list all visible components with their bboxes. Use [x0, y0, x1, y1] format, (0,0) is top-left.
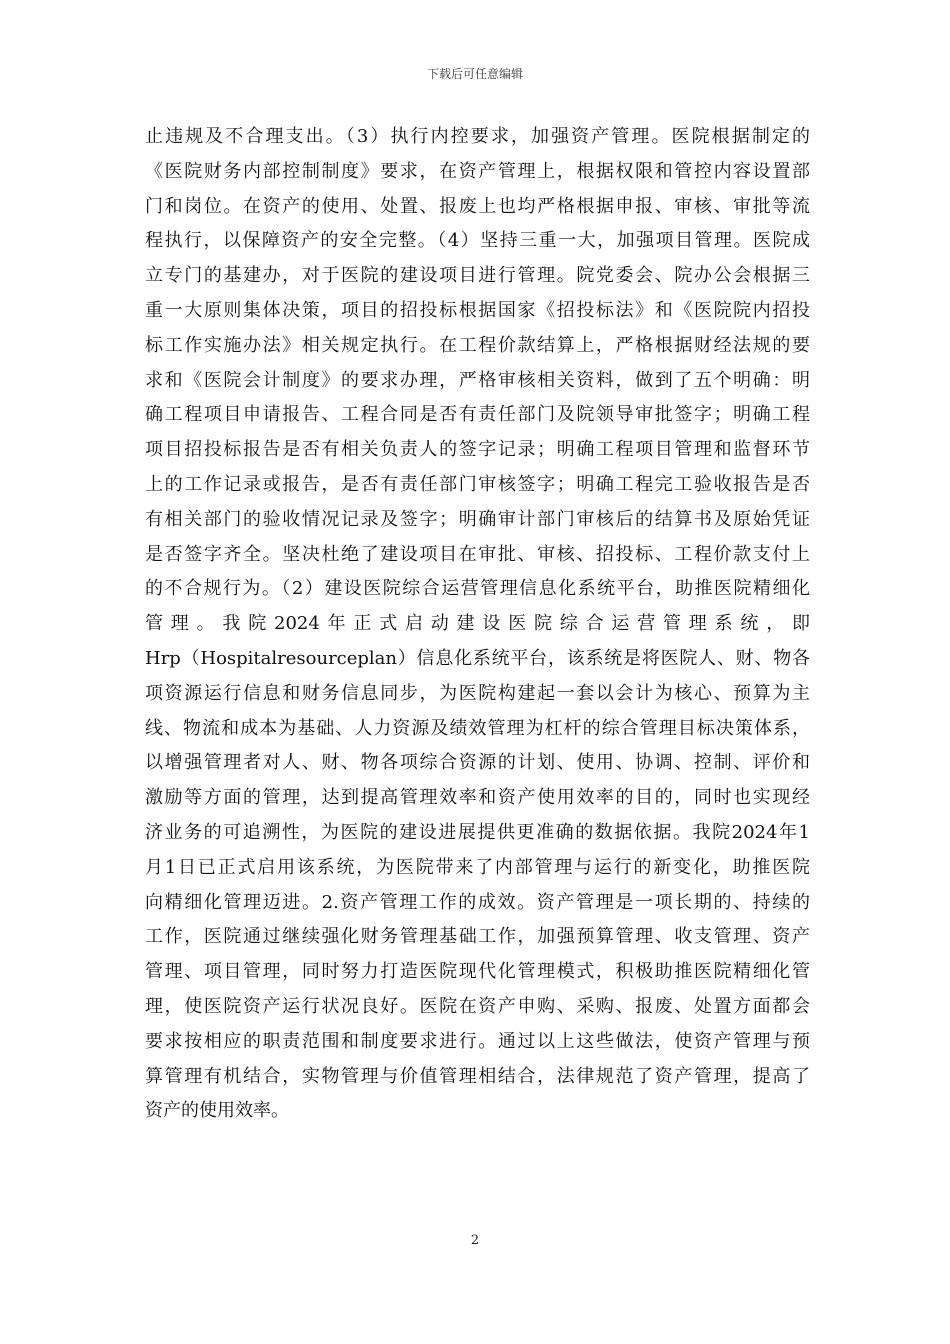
- paragraph-line: 的不合规行为。（2）建设医院综合运营管理信息化系统平台，助推医院精细化: [145, 578, 810, 600]
- paragraph-line: 门和岗位。在资产的使用、处置、报废上也均严格根据申报、审核、审批等流: [145, 195, 810, 217]
- paragraph-line: 项目招投标报告是否有相关负责人的签字记录；明确工程项目管理和监督环节: [145, 439, 810, 461]
- paragraph-line: 确工程项目申请报告、工程合同是否有责任部门及院领导审批签字；明确工程: [145, 404, 810, 426]
- paragraph-line: 激励等方面的管理，达到提高管理效率和资产使用效率的目的，同时也实现经: [145, 787, 810, 809]
- paragraph-line: 月1日已正式启用该系统，为医院带来了内部管理与运行的新变化，助推医院: [145, 856, 810, 878]
- page-header: 下载后可任意编辑: [426, 67, 523, 81]
- page-number: 2: [470, 1233, 480, 1248]
- paragraph-line: 项资源运行信息和财务信息同步，为医院构建起一套以会计为核心、预算为主: [145, 682, 810, 704]
- paragraph-line: 向精细化管理迈进。2.资产管理工作的成效。资产管理是一项长期的、持续的: [145, 891, 810, 913]
- paragraph-line: 《医院财务内部控制制度》要求，在资产管理上，根据权限和管控内容设置部: [145, 160, 810, 182]
- paragraph-line: 是否签字齐全。坚决杜绝了建设项目在审批、审核、招投标、工程价款支付上: [145, 543, 810, 565]
- paragraph-line: 以增强管理者对人、财、物各项综合资源的计划、使用、协调、控制、评价和: [145, 752, 810, 774]
- paragraph-line: 要求按相应的职责范围和制度要求进行。通过以上这些做法，使资产管理与预: [145, 1030, 810, 1052]
- paragraph-line: 济业务的可追溯性，为医院的建设进展提供更准确的数据依据。我院2024年1: [145, 821, 810, 843]
- paragraph-line: 算管理有机结合，实物管理与价值管理相结合，法律规范了资产管理，提高了: [145, 1065, 810, 1087]
- paragraph-line: 线、物流和成本为基础、人力资源及绩效管理为杠杆的综合管理目标决策体系，: [145, 717, 810, 739]
- paragraph-line: 重一大原则集体决策，项目的招投标根据国家《招投标法》和《医院院内招投: [145, 299, 810, 321]
- paragraph-line: 资产的使用效率。: [145, 1100, 289, 1122]
- body-text: [145, 120, 810, 1129]
- paragraph-line: 程执行，以保障资产的安全完整。（4）坚持三重一大，加强项目管理。医院成: [145, 230, 810, 252]
- paragraph-line: 有相关部门的验收情况记录及签字；明确审计部门审核后的结算书及原始凭证: [145, 508, 810, 530]
- paragraph-line: 管理、项目管理，同时努力打造医院现代化管理模式，积极助推医院精细化管: [145, 961, 810, 983]
- paragraph-line: 标工作实施办法》相关规定执行。在工程价款结算上，严格根据财经法规的要: [145, 334, 810, 356]
- paragraph-line: 工作，医院通过继续强化财务管理基础工作，加强预算管理、收支管理、资产: [145, 926, 810, 948]
- paragraph-line: 求和《医院会计制度》的要求办理，严格审核相关资料，做到了五个明确：明: [145, 369, 810, 391]
- paragraph-line: 立专门的基建办，对于医院的建设项目进行管理。院党委会、院办公会根据三: [145, 265, 810, 287]
- paragraph-line: 上的工作记录或报告，是否有责任部门审核签字；明确工程完工验收报告是否: [145, 473, 810, 495]
- paragraph-line: 理，使医院资产运行状况良好。医院在资产申购、采购、报废、处置方面都会: [145, 995, 810, 1017]
- paragraph-line: 止违规及不合理支出。（3）执行内控要求，加强资产管理。医院根据制定的: [145, 126, 810, 147]
- paragraph-line: Hrp（Hospitalresourceplan）信息化系统平台，该系统是将医院人、财、物各: [145, 647, 810, 669]
- paragraph-line: 管理。我院2024年正式启动建设医院综合运营管理系统，即: [145, 613, 810, 635]
